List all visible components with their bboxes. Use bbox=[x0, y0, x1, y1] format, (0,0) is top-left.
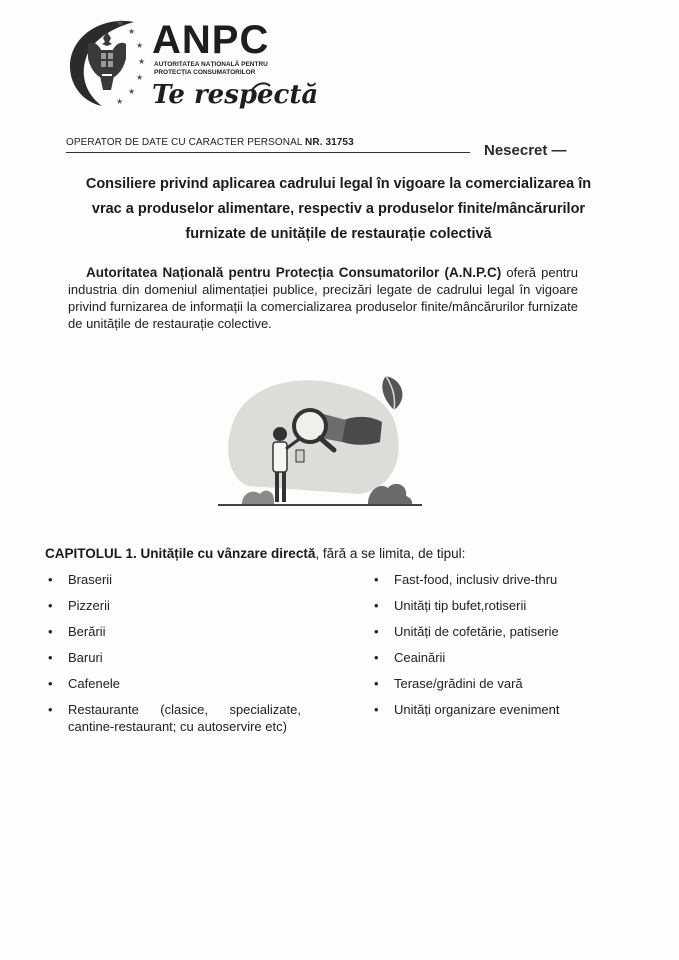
list-item: • Terase/grădini de vară bbox=[372, 675, 612, 692]
org-full-name-line2: PROTECȚIA CONSUMATORILOR bbox=[154, 68, 256, 76]
list-item: • Cafenele bbox=[46, 675, 301, 692]
svg-text:★: ★ bbox=[128, 27, 136, 36]
list-item: • Braserii bbox=[46, 571, 301, 588]
inspection-illustration bbox=[218, 366, 422, 510]
list-item: • Fast-food, inclusiv drive-thru bbox=[372, 571, 612, 588]
document-title-line1: Consiliere privind aplicarea cadrului legal în vigoare la comercializarea în bbox=[85, 176, 592, 192]
org-acronym: ANPC bbox=[152, 18, 270, 62]
data-operator-line bbox=[66, 137, 354, 148]
document-title bbox=[62, 172, 615, 247]
list-item: • Baruri bbox=[46, 649, 301, 666]
unit-types-right-list bbox=[372, 571, 612, 727]
svg-text:★: ★ bbox=[136, 41, 144, 50]
document-title-line3: furnizate de unitățile de restaurație colectivă bbox=[185, 226, 492, 242]
list-item: • Unități tip bufet,rotiserii bbox=[372, 597, 612, 614]
list-item: • Unități organizare eveniment bbox=[372, 701, 612, 718]
intro-lead: Autoritatea Națională pentru Protecția Consumatorilor (A.N.P.C) bbox=[86, 265, 502, 280]
list-item: • Ceainării bbox=[372, 649, 612, 666]
chapter-1-suffix: , fără a se limita, de tipul: bbox=[315, 546, 466, 561]
svg-text:★: ★ bbox=[116, 97, 124, 106]
org-full-name-line1: AUTORITATEA NAȚIONALĂ PENTRU bbox=[154, 61, 268, 68]
svg-text:★: ★ bbox=[136, 73, 144, 82]
svg-text:★: ★ bbox=[138, 57, 146, 66]
document-title-line2: vrac a produselor alimentare, respectiv a produselor finite/mâncărurilor bbox=[91, 201, 586, 217]
svg-text:★: ★ bbox=[128, 87, 136, 96]
operator-underline bbox=[66, 152, 470, 153]
chapter-1-label: CAPITOLUL 1. Unitățile cu vânzare directă bbox=[45, 546, 316, 561]
coat-of-arms-icon bbox=[64, 14, 150, 110]
chapter-1-heading bbox=[45, 546, 605, 561]
org-tagline: Te respectă bbox=[152, 80, 319, 110]
unit-types-left-list bbox=[46, 571, 301, 744]
intro-body: oferă pentru industria din domeniul alimentației publice, precizări legate de cadrului legal în vigoare privind furnizarea de informații la comercializarea produselor finite/mâncărurilor furnizate de unitățile de restaurație colective. bbox=[68, 265, 578, 331]
list-item: • Pizzerii bbox=[46, 597, 301, 614]
data-operator-label: OPERATOR DE DATE CU CARACTER PERSONAL bbox=[66, 137, 303, 148]
list-item: • Unități de cofetărie, patiserie bbox=[372, 623, 612, 640]
data-operator-number: NR. 31753 bbox=[305, 137, 354, 148]
classification-label: Nesecret — bbox=[484, 142, 567, 159]
tagline-swoosh-icon bbox=[250, 80, 272, 94]
org-full-name bbox=[154, 61, 294, 76]
list-item: • Restaurante (clasice, specializate, cantine-restaurant; cu autoservire etc) bbox=[46, 701, 301, 735]
list-item: • Berării bbox=[46, 623, 301, 640]
intro-paragraph bbox=[68, 264, 578, 332]
svg-text:★: ★ bbox=[116, 19, 125, 29]
